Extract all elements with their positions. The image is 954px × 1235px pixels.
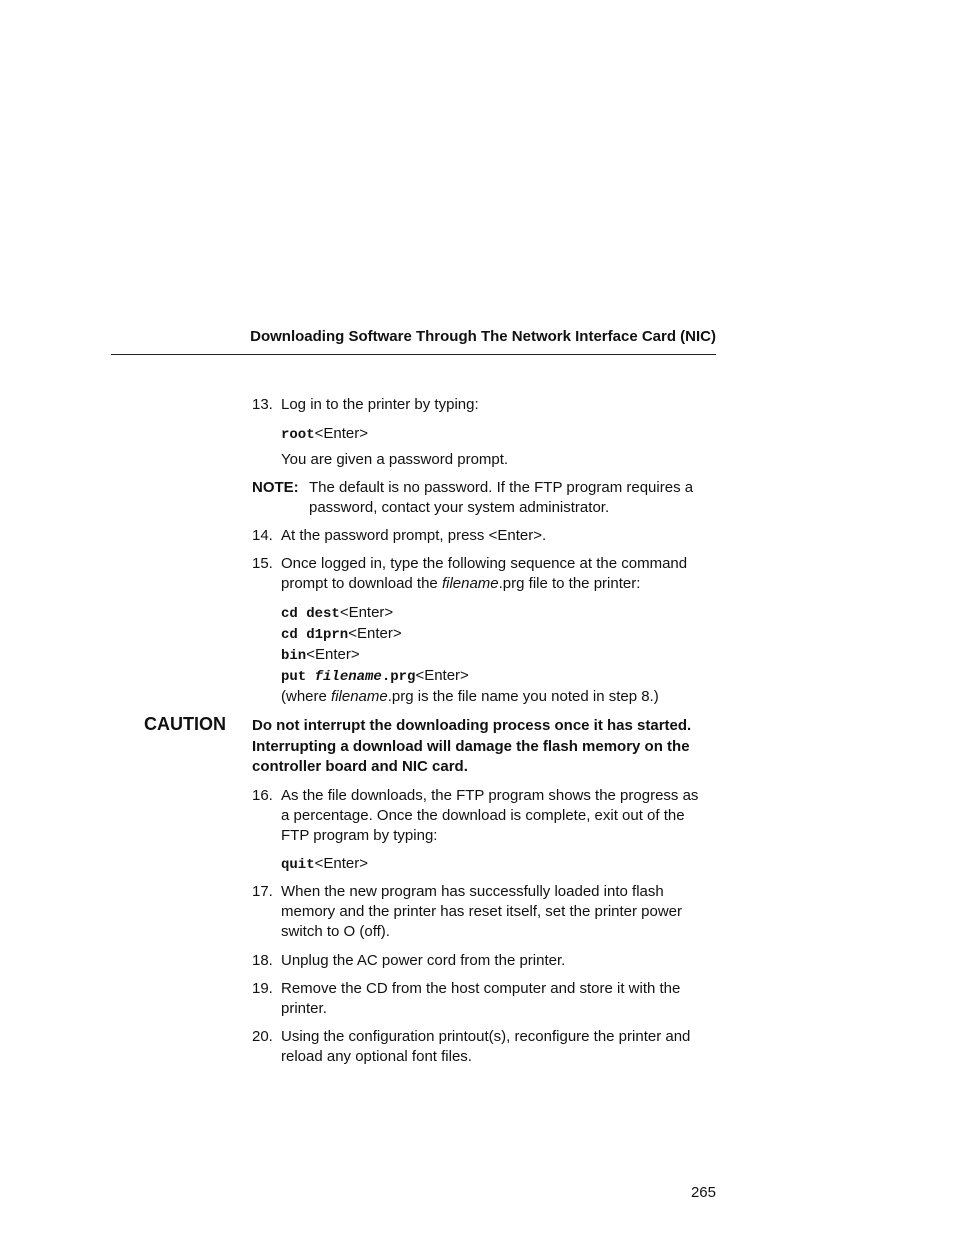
command-key: <Enter>	[348, 625, 402, 642]
text-emphasis: filename	[331, 688, 388, 705]
command-key: <Enter>	[314, 425, 368, 442]
caution-line: Do not interrupt the downloading process once it has started.	[252, 717, 692, 734]
command-root	[281, 424, 721, 445]
command-key: <Enter>	[415, 667, 469, 684]
step-number: 13.	[252, 396, 273, 413]
note	[252, 478, 722, 518]
step-line: memory and the printer has reset itself, set the printer power	[281, 903, 683, 920]
caution-label: CAUTION	[144, 714, 226, 734]
page-number: 265	[690, 1184, 716, 1201]
text-run: .prg file to the printer:	[498, 575, 641, 592]
step-line: FTP program by typing:	[281, 827, 438, 844]
step-14	[252, 526, 722, 546]
command-code: root	[281, 427, 315, 443]
command-line	[281, 624, 721, 645]
command-code: quit	[281, 857, 315, 873]
step-number: 15.	[252, 555, 273, 572]
step-17	[252, 882, 722, 942]
command-placeholder: filename	[314, 669, 382, 685]
command-line	[281, 666, 721, 687]
command-explanation	[281, 687, 721, 707]
step-19	[252, 979, 722, 1019]
command-quit	[281, 854, 721, 875]
note-label: NOTE:	[252, 479, 299, 496]
running-header: Downloading Software Through The Network Interface Card (NIC)	[250, 328, 716, 345]
step-number: 18.	[252, 952, 273, 969]
note-line-2: password, contact your system administrator.	[309, 499, 610, 516]
caution-line: Interrupting a download will damage the flash memory on the	[252, 737, 690, 755]
caution-line: controller board and NIC card.	[252, 758, 468, 775]
step-line	[281, 574, 722, 594]
command-line	[281, 645, 721, 666]
step-text: Log in to the printer by typing:	[281, 396, 479, 413]
step-line: As the file downloads, the FTP program shows the progress as	[281, 787, 699, 804]
step-line: Using the configuration printout(s), reconfigure the printer and	[281, 1028, 691, 1045]
command-code: .prg	[381, 669, 416, 685]
step-15	[252, 554, 722, 594]
note-line-1: The default is no password. If the FTP program requires a	[309, 479, 694, 496]
step-line: printer.	[281, 1000, 327, 1017]
step-line: reload any optional font files.	[281, 1048, 472, 1065]
step-20	[252, 1027, 722, 1067]
step-13-result: You are given a password prompt.	[281, 451, 509, 468]
text-emphasis: filename	[441, 575, 499, 592]
step-18	[252, 951, 722, 971]
step-line: Once logged in, type the following sequence at the command	[281, 555, 688, 572]
command-code: cd dest	[281, 606, 340, 622]
step-number: 16.	[252, 787, 273, 804]
step-line: a percentage. Once the download is complete, exit out of the	[281, 807, 685, 824]
step-number: 14.	[252, 527, 273, 544]
command-list	[281, 603, 721, 707]
header-rule	[111, 354, 716, 355]
step-16	[252, 786, 722, 846]
step-number: 17.	[252, 883, 273, 900]
command-code: put	[281, 669, 315, 685]
command-line	[281, 603, 721, 624]
command-key: <Enter>	[339, 604, 394, 621]
command-code: bin	[281, 648, 307, 664]
step-line: When the new program has successfully loaded into flash	[281, 883, 664, 900]
step-13	[252, 395, 722, 415]
step-number: 20.	[252, 1028, 273, 1045]
command-code: cd d1prn	[281, 627, 349, 643]
text-run: prompt to download the	[281, 575, 442, 592]
caution-text	[252, 716, 722, 778]
step-text: Unplug the AC power cord from the printer.	[281, 952, 566, 969]
step-line: switch to O (off).	[281, 923, 390, 940]
text-run: .prg is the file name you noted in step 8.)	[387, 688, 659, 705]
text-run: (where	[281, 688, 332, 705]
step-line: Remove the CD from the host computer and store it with the	[281, 980, 681, 997]
step-text: At the password prompt, press <Enter>.	[281, 527, 547, 544]
command-key: <Enter>	[306, 646, 360, 663]
step-number: 19.	[252, 980, 273, 997]
command-key: <Enter>	[314, 855, 368, 872]
